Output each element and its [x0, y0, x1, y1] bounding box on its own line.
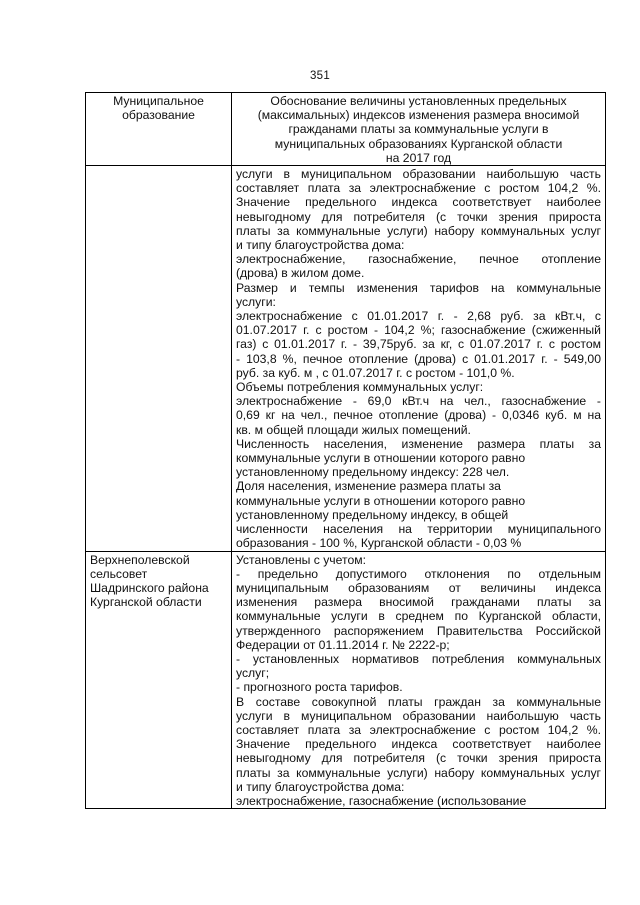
- header-line: (максимальных) индексов изменения размера вносимой: [257, 108, 580, 123]
- text-line: Значение предельного индекса соответствует наиболее: [236, 737, 601, 752]
- text-line: муниципальным образованиям от величины индекса: [236, 580, 601, 595]
- page-number: 351: [309, 70, 331, 82]
- text-line: утвержденного распоряжением Правительства Российской: [236, 623, 601, 638]
- municipality-cell: [86, 166, 232, 551]
- header-municipality: [86, 93, 232, 166]
- text-line: численности населения на территории муниципального: [236, 522, 601, 537]
- text-line: платы за коммунальные услуги) набору коммунальных услуг: [236, 223, 601, 238]
- text-line: электроснабжение, газоснабжение (использование: [236, 793, 527, 808]
- text-line: электроснабжение с 01.01.2017 г. - 2,68 руб. за кВт.ч, с: [236, 309, 601, 324]
- text-line: - прогнозного роста тарифов.: [236, 680, 403, 695]
- text-line: Объемы потребления коммунальных услуг:: [236, 380, 484, 395]
- text-line: В составе совокупной платы граждан за коммунальные: [236, 694, 601, 709]
- text-line: и типу благоустройства дома:: [236, 779, 405, 794]
- text-line: Установлены с учетом:: [236, 552, 366, 567]
- justification-cell: [232, 551, 606, 809]
- text-line: - 103,8 %, печное отопление (дрова) с 01.01.2017 г. - 549,00: [236, 351, 601, 366]
- text-line: Значение предельного индекса соответствует наиболее: [236, 195, 601, 210]
- text-line: платы за коммунальные услуги) набору коммунальных услуг: [236, 765, 601, 780]
- text-line: 01.07.2017 г. с ростом - 104,2 %; газоснабжение (сжиженный: [236, 323, 601, 338]
- text-line: - установленных нормативов потребления коммунальных: [236, 651, 601, 666]
- text-line: невыгодному для потребителя (с точки зрения прироста: [236, 209, 601, 224]
- text-line: коммунальные услуги в отношении которого равно: [236, 451, 526, 466]
- header-line: на 2017 год: [385, 150, 452, 165]
- municipality-line: Курганской области: [90, 595, 202, 610]
- text-line: электроснабжение, газоснабжение, печное отопление: [236, 252, 601, 267]
- tariff-justification-table: [85, 92, 606, 809]
- table-row: [86, 166, 606, 551]
- text-line: 0,69 кг на чел., печное отопление (дрова) - 0,0346 куб. м на: [236, 408, 601, 423]
- municipality-line: Верхнеполевской: [90, 552, 190, 567]
- text-line: электроснабжение - 69,0 кВт.ч на чел., газоснабжение -: [236, 394, 601, 409]
- text-line: составляет плата за электроснабжение с ростом 104,2 %.: [236, 722, 601, 737]
- header-line: Муниципальное: [113, 94, 204, 108]
- text-line: услуги:: [236, 294, 276, 309]
- text-line: составляет плата за электроснабжение с ростом 104,2 %.: [236, 181, 601, 196]
- header-line: гражданами платы за коммунальные услуги в: [288, 122, 549, 137]
- text-line: Размер и темпы изменения тарифов на коммунальные: [236, 280, 601, 295]
- header-line: образование: [122, 108, 195, 123]
- text-line: установленному предельному индексу, в общей: [236, 507, 509, 522]
- header-justification: [232, 93, 606, 166]
- text-line: (дрова) в жилом доме.: [236, 266, 365, 281]
- text-line: услуги в муниципальном образовании наибольшую часть: [236, 167, 601, 182]
- table-row: [86, 551, 606, 809]
- text-line: руб. за куб. м , с 01.07.2017 г. с ростом - 101,0 %.: [236, 365, 515, 380]
- text-line: - предельно допустимого отклонения по отдельным: [236, 566, 601, 581]
- municipality-cell: [86, 551, 232, 809]
- text-line: услуг;: [236, 666, 270, 681]
- text-line: кв. м общей площади жилых помещений.: [236, 422, 471, 437]
- header-line: муниципальных образованиях Курганской области: [274, 136, 563, 151]
- text-line: невыгодному для потребителя (с точки зрения прироста: [236, 751, 601, 766]
- text-line: газ) с 01.01.2017 г. - 39,75руб. за кг, с 01.07.2017 г. с ростом: [236, 337, 601, 352]
- municipality-line: Шадринского района: [90, 580, 209, 595]
- text-line: и типу благоустройства дома:: [236, 238, 405, 253]
- text-line: коммунальные услуги в среднем по Курганской области,: [236, 609, 601, 624]
- municipality-line: сельсовет: [90, 566, 148, 581]
- header-line: Обоснование величины установленных предельных: [270, 94, 567, 108]
- text-line: Федерации от 01.11.2014 г. № 2222-р;: [236, 637, 450, 652]
- text-line: Доля населения, изменение размера платы за: [236, 479, 501, 494]
- text-line: Численность населения, изменение размера платы за: [236, 436, 601, 451]
- text-line: изменения размера вносимой гражданами платы за: [236, 595, 601, 610]
- text-line: образования - 100 %, Курганской области - 0,03 %: [236, 536, 522, 551]
- justification-cell: [232, 166, 606, 551]
- text-line: коммунальные услуги в отношении которого равно: [236, 493, 526, 508]
- text-line: установленному предельному индексу: 228 чел.: [236, 465, 510, 480]
- text-line: услуги в муниципальном образовании наибольшую часть: [236, 708, 601, 723]
- table-header-row: [86, 93, 606, 166]
